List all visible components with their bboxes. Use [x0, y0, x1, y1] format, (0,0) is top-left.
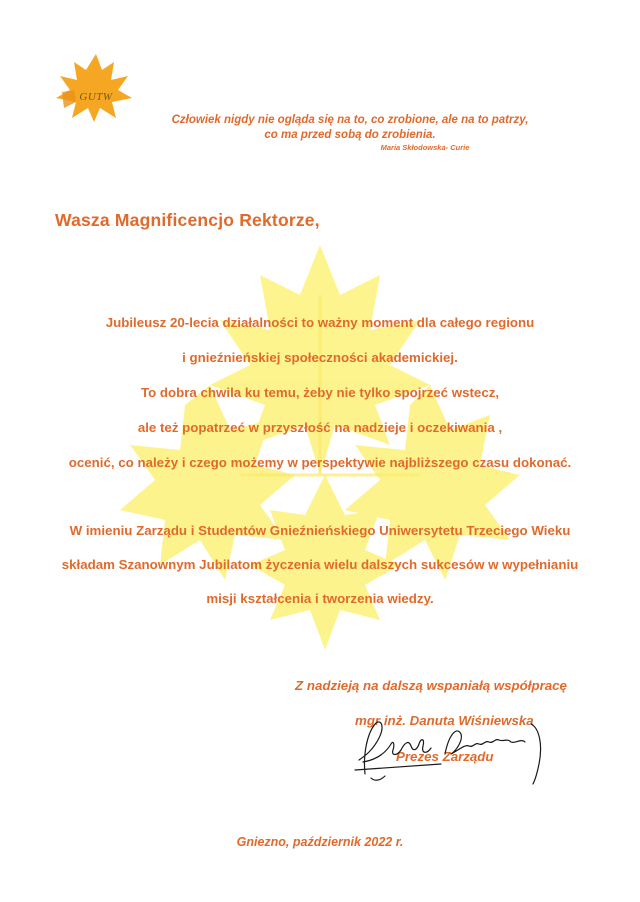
paragraph-2-line: misji kształcenia i tworzenia wiedzy. [206, 591, 434, 606]
paragraph-1 [20, 305, 620, 480]
maple-leaf-logo-icon [52, 52, 134, 122]
quote-line-1: Człowiek nigdy nie ogląda się na to, co zrobione, ale na to patrzy, [171, 114, 529, 126]
paragraph-1-line: Jubileusz 20-lecia działalności to ważny moment dla całego regionu [105, 315, 535, 330]
quote-author: Maria Skłodowska- Curie [380, 143, 470, 152]
paragraph-1-line: ocenić, co należy i czego możemy w perspektywie najbliższego czasu dokonać. [68, 455, 572, 470]
paragraph-1-line: i gnieźnieńskiej społeczności akademickiej. [182, 350, 458, 365]
paragraph-1-line: To dobra chwila ku temu, żeby nie tylko spojrzeć wstecz, [140, 385, 500, 400]
signatory-name: mgr inż. Danuta Wiśniewska [355, 713, 534, 728]
handwritten-signature [345, 704, 550, 786]
paragraph-2 [20, 514, 620, 616]
paragraph-2-line: składam Szanownym Jubilatom życzenia wielu dalszych sukcesów w wypełnianiu [61, 557, 579, 572]
paragraph-2-line: W imieniu Zarządu i Studentów Gnieźnieńskiego Uniwersytetu Trzeciego Wieku [69, 523, 571, 538]
closing-line: Z nadzieją na dalszą wspaniałą współpracę [295, 678, 567, 693]
paragraph-1-line: ale też popatrzeć w przyszłość na nadzieje i oczekiwania , [137, 420, 503, 435]
motto-quote [140, 113, 560, 153]
place-and-date: Gniezno, październik 2022 r. [236, 835, 404, 849]
quote-line-2: co ma przed sobą do zrobienia. [264, 129, 436, 141]
greeting: Wasza Magnificencjo Rektorze, [55, 210, 320, 230]
logo-text: GUTW [79, 91, 113, 103]
signatory-title: Prezes Zarządu [396, 749, 494, 764]
